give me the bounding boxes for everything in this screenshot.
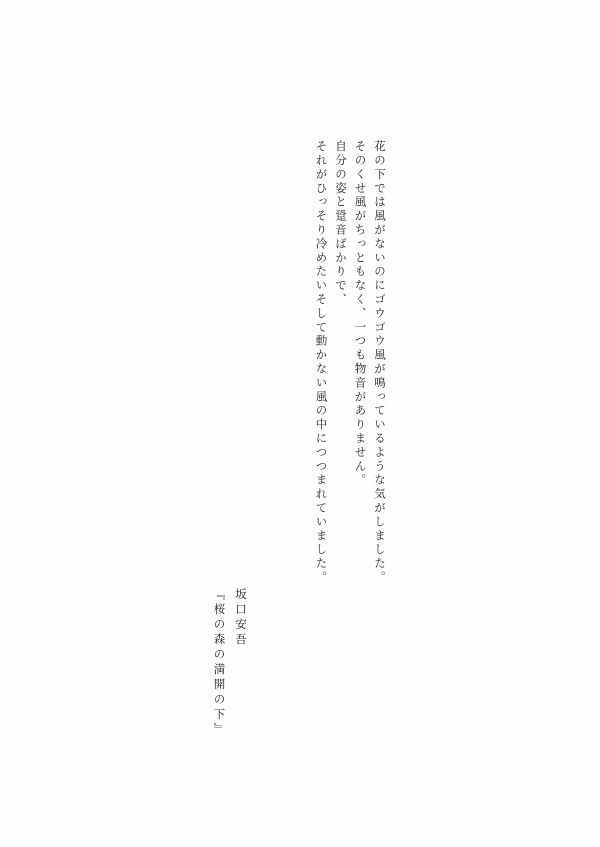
attribution-block xyxy=(203,588,246,738)
body-line-3: 自分の姿と跫音ばかりで、 xyxy=(334,140,348,307)
vertical-text-block xyxy=(307,140,385,640)
body-line-1: 花の下では風がないのにゴウゴウ風が鳴っているような気がしました。 xyxy=(373,140,387,585)
work-title: 『桜の森の満開の下』 xyxy=(212,588,227,738)
body-line-4: それがひっそり冷めたいそして動かない風の中につつまれていました。 xyxy=(314,140,329,585)
author-name: 坂口安吾 xyxy=(234,588,248,648)
body-line-2: そのくせ風がちっともなく、一つも物音がありません。 xyxy=(353,140,368,488)
